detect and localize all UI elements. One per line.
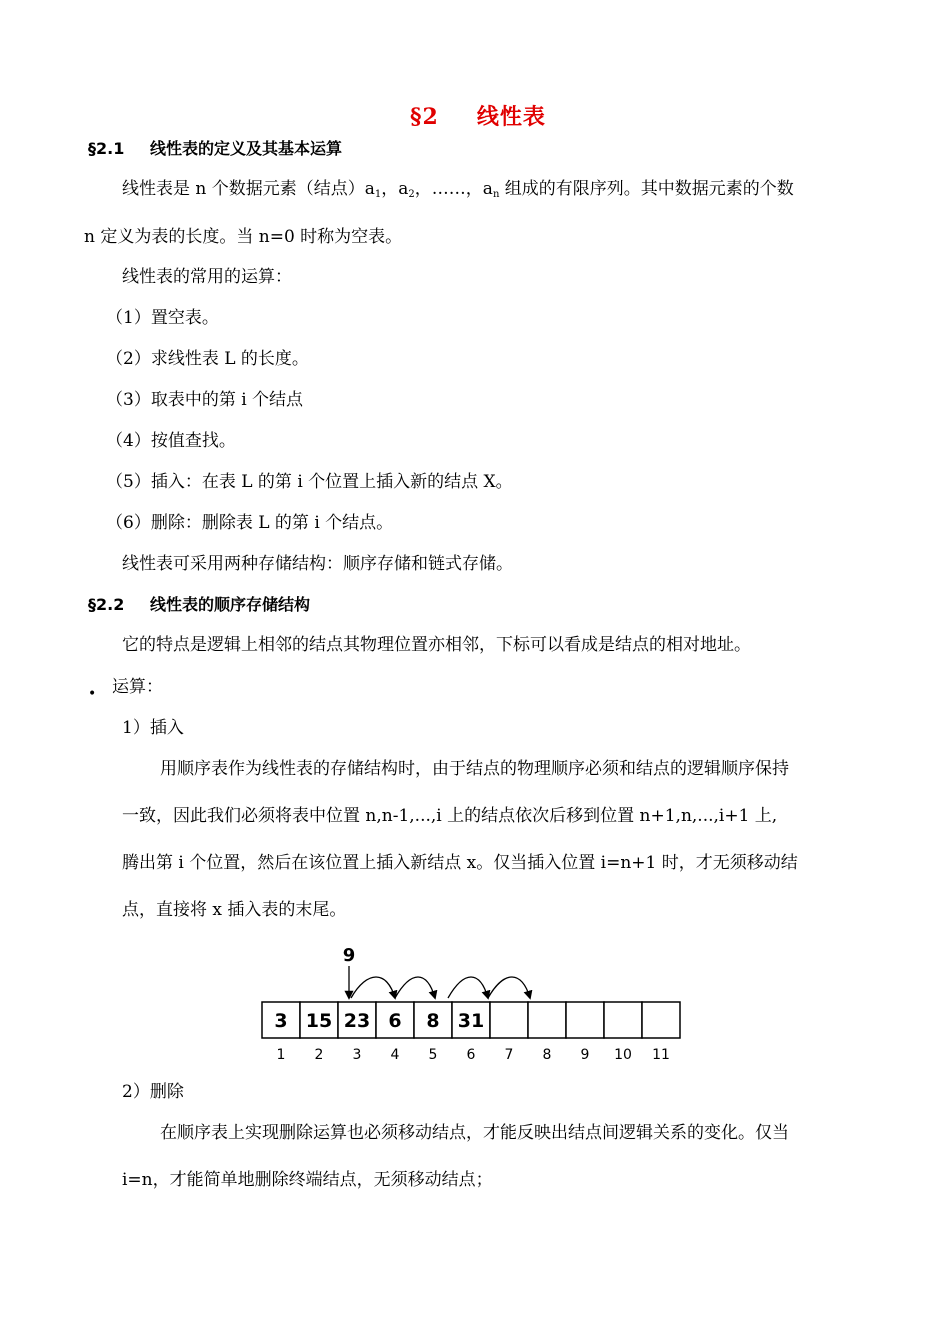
- delete-paragraph-line: i=n，才能简单地删除终端结点，无须移动结点；: [122, 1170, 493, 1190]
- array-cell: [490, 1002, 528, 1038]
- op-item: （2）求线性表 L 的长度。: [106, 349, 309, 369]
- heading-2-2-number: §2.2: [88, 595, 125, 614]
- array-cell-value: 6: [388, 1010, 402, 1032]
- op-item: （5）插入：在表 L 的第 i 个位置上插入新的结点 X。: [106, 472, 513, 492]
- array-cell: [604, 1002, 642, 1038]
- sequential-insert-diagram: [255, 940, 700, 1065]
- array-index-label: 10: [614, 1047, 632, 1063]
- array-cell: [528, 1002, 566, 1038]
- op-item: （4）按值查找。: [106, 431, 236, 451]
- feature-text: 它的特点是逻辑上相邻的结点其物理位置亦相邻，下标可以看成是结点的相对地址。: [122, 635, 751, 655]
- array-cell-value: 31: [457, 1010, 485, 1032]
- op-item: （3）取表中的第 i 个结点: [106, 390, 304, 410]
- array-index-label: 9: [580, 1047, 590, 1063]
- array-index-label: 4: [390, 1047, 400, 1063]
- array-index-label: 2: [314, 1047, 324, 1063]
- heading-2-2: [88, 594, 310, 616]
- insert-paragraph-line: 点，直接将 x 插入表的末尾。: [122, 900, 347, 920]
- delete-paragraph-line: 在顺序表上实现删除运算也必须移动结点，才能反映出结点间逻辑关系的变化。仅当: [160, 1123, 789, 1143]
- array-cell-value: 15: [305, 1010, 333, 1032]
- shift-arrow: [395, 977, 435, 998]
- heading-2-1-number: §2.1: [88, 139, 125, 158]
- insert-paragraph-line: 一致，因此我们必须将表中位置 n,n-1,...,i 上的结点依次后移到位置 n+1,n,...,i+1 上,: [122, 806, 778, 826]
- insert-label: 1）插入: [122, 718, 184, 738]
- array-cell-value: 23: [343, 1010, 371, 1032]
- shift-arrow: [351, 977, 395, 998]
- shift-arrow: [488, 977, 530, 998]
- ops-intro: 线性表的常用的运算：: [122, 267, 292, 287]
- array-index-label: 5: [428, 1047, 438, 1063]
- op-item: （6）删除：删除表 L 的第 i 个结点。: [106, 513, 394, 533]
- array-index-label: 7: [504, 1047, 514, 1063]
- array-indices: [277, 1047, 670, 1063]
- title-section-name: 线性表: [476, 104, 546, 130]
- shift-arrow: [448, 977, 488, 998]
- array-cell: [642, 1002, 680, 1038]
- array-index-label: 3: [352, 1047, 362, 1063]
- array-index-label: 6: [466, 1047, 476, 1063]
- definition-line-2: n 定义为表的长度。当 n=0 时称为空表。: [84, 227, 403, 247]
- bullet-icon: •: [88, 686, 97, 702]
- page-title: [410, 106, 546, 128]
- storage-structures: 线性表可采用两种存储结构：顺序存储和链式存储。: [122, 554, 513, 574]
- delete-label: 2）删除: [122, 1082, 184, 1102]
- array-cell-value: 3: [274, 1010, 288, 1032]
- array-cell-value: 8: [426, 1010, 440, 1032]
- op-item: （1）置空表。: [106, 308, 219, 328]
- title-section-number: §2: [410, 104, 439, 130]
- array-index-label: 11: [652, 1047, 670, 1063]
- heading-2-2-text: 线性表的顺序存储结构: [150, 595, 311, 614]
- definition-line-1: 线性表是 n 个数据元素（结点）$a_1$，$a_2$，……，$a_n$ 组成的有限序列。其中数据元素的个数: [122, 179, 794, 200]
- heading-2-1: [88, 138, 342, 160]
- array-cell: [566, 1002, 604, 1038]
- insert-paragraph-line: 腾出第 i 个位置，然后在该位置上插入新结点 x。仅当插入位置 i=n+1 时，才无须移动结: [122, 853, 798, 873]
- insert-paragraph-line: 用顺序表作为线性表的存储结构时，由于结点的物理顺序必须和结点的逻辑顺序保持: [160, 759, 789, 779]
- new-node-value: 9: [342, 945, 356, 966]
- heading-2-1-text: 线性表的定义及其基本运算: [150, 139, 343, 158]
- ops-label: 运算：: [112, 677, 163, 697]
- array-index-label: 8: [542, 1047, 552, 1063]
- array-cells: [262, 1002, 680, 1038]
- array-index-label: 1: [276, 1047, 286, 1063]
